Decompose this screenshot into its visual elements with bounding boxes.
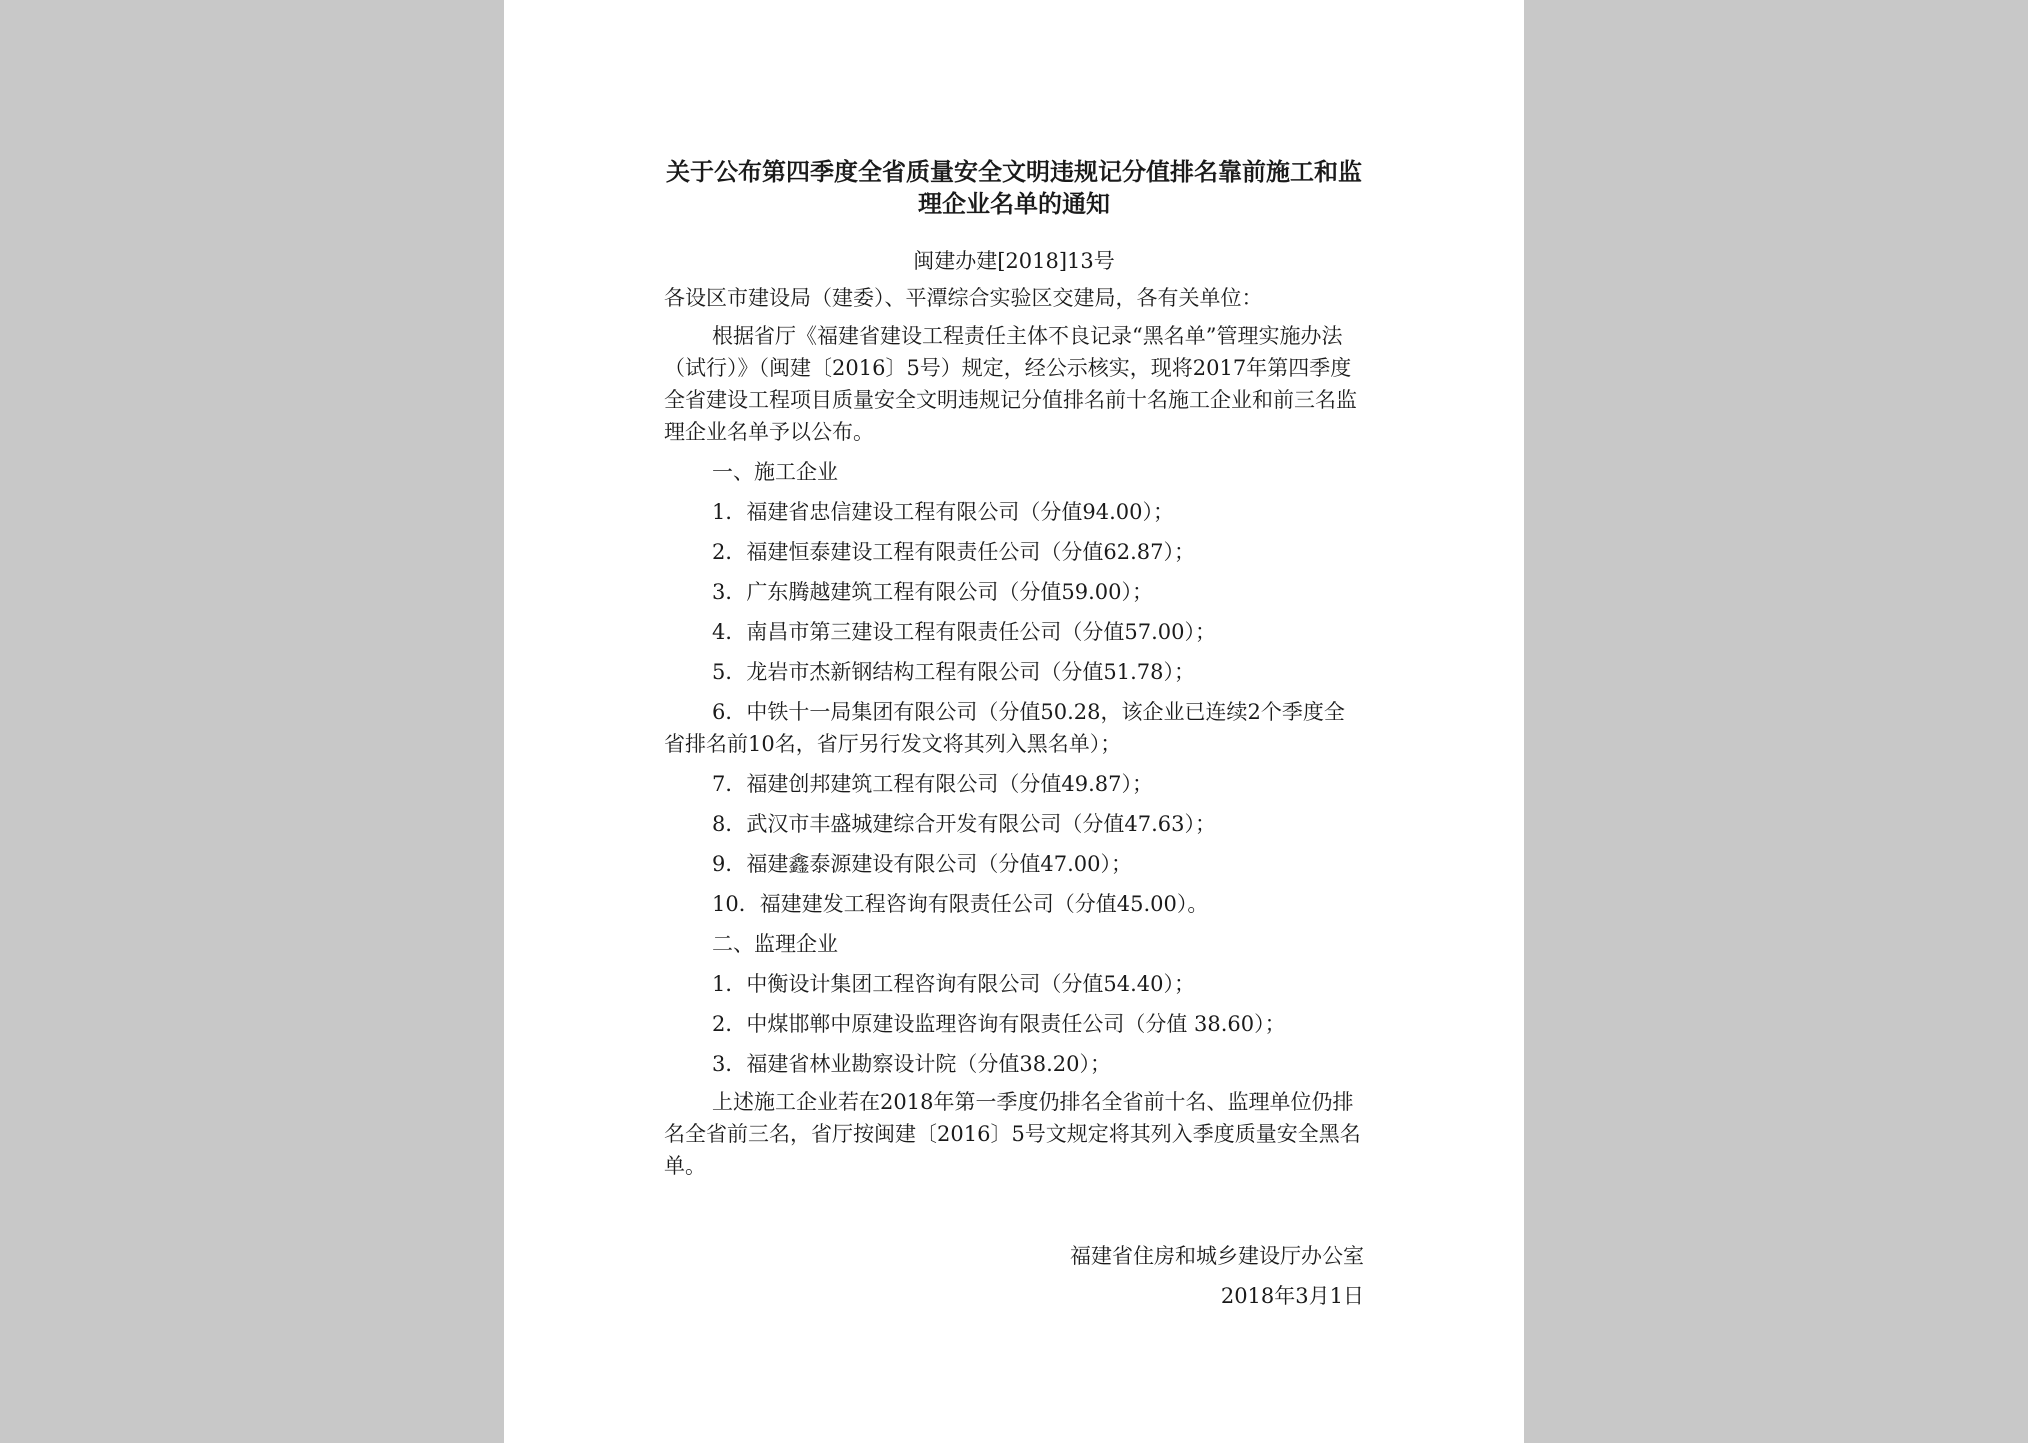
list-item: 2．福建恒泰建设工程有限责任公司（分值62.87）； <box>712 540 1195 564</box>
list-item: 1．福建省忠信建设工程有限公司（分值94.00）； <box>712 500 1174 524</box>
construction-company-list <box>664 496 1364 920</box>
list-item: 5．龙岩市杰新钢结构工程有限公司（分值51.78）； <box>712 660 1195 684</box>
section-heading-construction: 一、施工企业 <box>712 460 838 484</box>
list-item: 8．武汉市丰盛城建综合开发有限公司（分值47.63）； <box>712 812 1216 836</box>
list-item: 9．福建鑫泰源建设有限公司（分值47.00）； <box>712 852 1132 876</box>
supervision-company-list <box>664 968 1364 1080</box>
signature-organization: 福建省住房和城乡建设厅办公室 <box>1070 1244 1364 1268</box>
document-title: 关于公布第四季度全省质量安全文明违规记分值排名靠前施工和监理企业名单的通知 <box>666 158 1362 218</box>
list-item: 7．福建创邦建筑工程有限公司（分值49.87）； <box>712 772 1153 796</box>
list-item: 2．中煤邯郸中原建设监理咨询有限责任公司（分值 38.60）； <box>712 1012 1286 1036</box>
document-page <box>504 0 1524 1443</box>
list-item: 3．福建省林业勘察设计院（分值38.20）； <box>712 1052 1111 1076</box>
section-heading-supervision: 二、监理企业 <box>712 932 838 956</box>
list-item: 1．中衡设计集团工程咨询有限公司（分值54.40）； <box>712 972 1195 996</box>
recipients-line: 各设区市建设局（建委）、平潭综合实验区交建局，各有关单位： <box>664 286 1263 310</box>
document-number: 闽建办建[2018]13号 <box>913 249 1115 273</box>
list-item: 4．南昌市第三建设工程有限责任公司（分值57.00）； <box>712 620 1216 644</box>
closing-paragraph: 上述施工企业若在2018年第一季度仍排名全省前十名、监理单位仍排名全省前三名，省厅按闽建〔2016〕5号文规定将其列入季度质量安全黑名单。 <box>664 1090 1361 1178</box>
list-item: 10．福建建发工程咨询有限责任公司（分值45.00）。 <box>712 892 1209 916</box>
signature-date: 2018年3月1日 <box>1220 1284 1364 1308</box>
list-item: 3．广东腾越建筑工程有限公司（分值59.00）； <box>712 580 1153 604</box>
list-item: 6．中铁十一局集团有限公司（分值50.28，该企业已连续2个季度全省排名前10名，省厅另行发文将其列入黑名单）； <box>664 700 1345 756</box>
intro-paragraph: 根据省厅《福建省建设工程责任主体不良记录“黑名单”管理实施办法（试行）》（闽建〔2016〕5号）规定，经公示核实，现将2017年第四季度全省建设工程项目质量安全文明违规记分值排名前十名施工企业和前三名监理企业名单予以公布。 <box>664 324 1357 444</box>
document-body <box>664 156 1364 1312</box>
